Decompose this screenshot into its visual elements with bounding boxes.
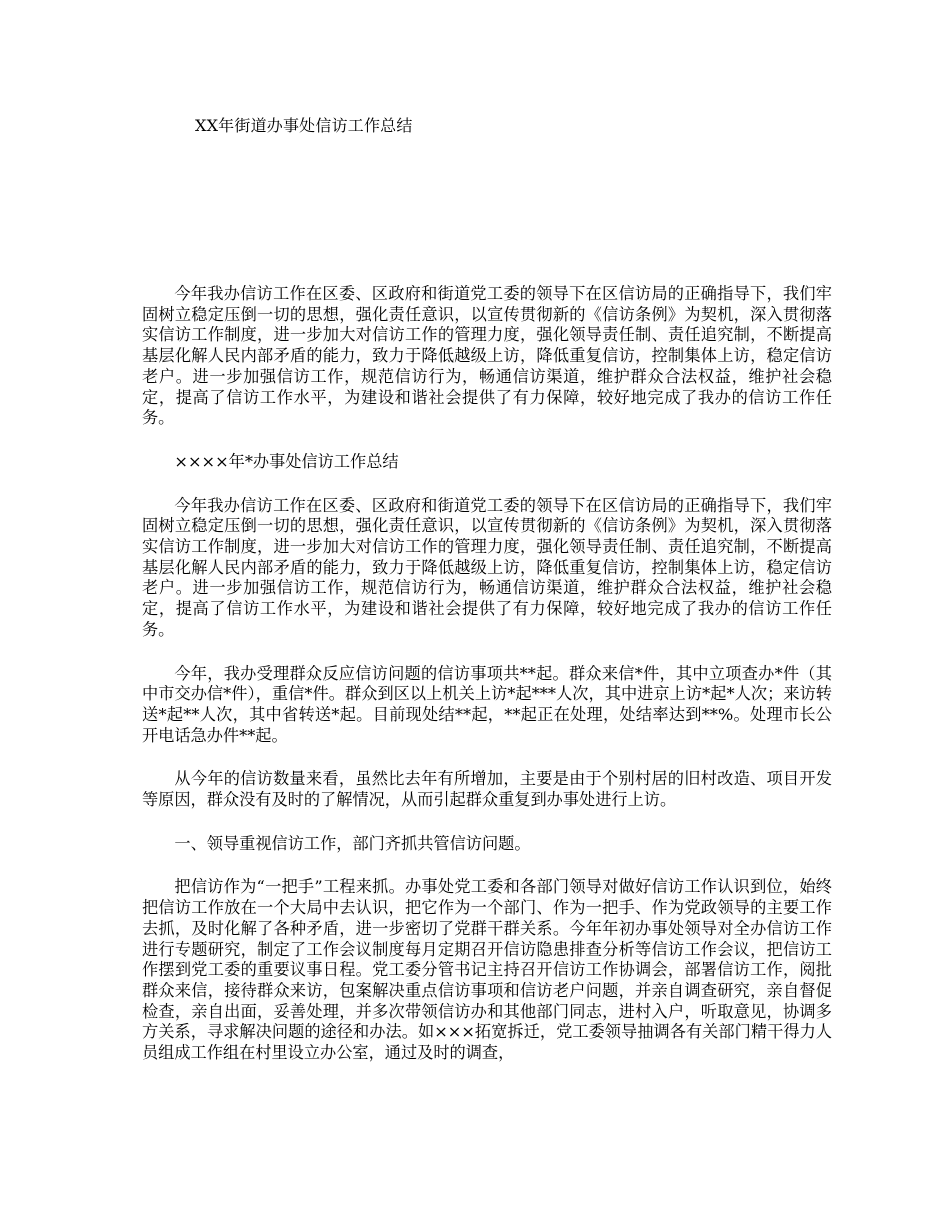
paragraph-intro-repeat: 今年我办信访工作在区委、区政府和街道党工委的领导下在区信访局的正确指导下，我们牢固树立稳定压倒一切的思想，强化责任意识，以宣传贯彻新的《信访条例》为契机，深入贯彻落实信访工作制度，进一步加大对信访工作的管理力度，强化领导责任制、责任追究制，不断提高基层化解人民内部矛盾的能力，致力于降低越级上访，降低重复信访，控制集体上访，稳定信访老户。进一步加强信访工作，规范信访行为，畅通信访渠道，维护群众合法权益，维护社会稳定，提高了信访工作水平，为建设和谐社会提供了有力保障，较好地完成了我办的信访工作任务。 bbox=[142, 495, 832, 639]
paragraph-leadership: 把信访作为“一把手”工程来抓。办事处党工委和各部门领导对做好信访工作认识到位，始终把信访工作放在一个大局中去认识，把它作为一个部门、作为一把手、作为党政领导的主要工作去抓，及时化解了各种矛盾，进一步密切了党群干群关系。今年年初办事处领导对全办信访工作进行专题研究，制定了工作会议制度每月定期召开信访隐患排查分析等信访工作会议，把信访工作摆到党工委的重要议事日程。党工委分管书记主持召开信访工作协调会，部署信访工作，阅批群众来信，接待群众来访，包案解决重点信访事项和信访老户问题，并亲自调查研究，亲自督促检查，亲自出面，妥善处理，并多次带领信访办和其他部门同志，进村入户，听取意见，协调多方关系，寻求解决问题的途径和办法。如×××拓宽拆迁，党工委领导抽调各有关部门精干得力人员组成工作组在村里设立办公室，通过及时的调查， bbox=[142, 877, 832, 1063]
section-title: ××××年*办事处信访工作总结 bbox=[174, 451, 399, 471]
paragraph-analysis: 从今年的信访数量来看，虽然比去年有所增加，主要是由于个别村居的旧村改造、项目开发等原因，群众没有及时的了解情况，从而引起群众重复到办事处进行上访。 bbox=[142, 769, 832, 810]
document-title: XX年街道办事处信访工作总结 bbox=[195, 116, 413, 135]
section-heading-1: 一、领导重视信访工作，部门齐抓共管信访问题。 bbox=[174, 833, 531, 853]
paragraph-statistics: 今年，我办受理群众反应信访问题的信访事项共**起。群众来信*件，其中立项查办*件（其中市交办信*件），重信*件。群众到区以上机关上访*起***人次，其中进京上访*起*人次；来访转送*起**人次，其中省转送*起。目前现处结**起，**起正在处理，处结率达到**%。处理市长公开电话急办件**起。 bbox=[142, 663, 832, 745]
document-body bbox=[142, 284, 832, 1087]
paragraph-intro: 今年我办信访工作在区委、区政府和街道党工委的领导下在区信访局的正确指导下，我们牢固树立稳定压倒一切的思想，强化责任意识，以宣传贯彻新的《信访条例》为契机，深入贯彻落实信访工作制度，进一步加大对信访工作的管理力度，强化领导责任制、责任追究制，不断提高基层化解人民内部矛盾的能力，致力于降低越级上访，降低重复信访，控制集体上访，稳定信访老户。进一步加强信访工作，规范信访行为，畅通信访渠道，维护群众合法权益，维护社会稳定，提高了信访工作水平，为建设和谐社会提供了有力保障，较好地完成了我办的信访工作任务。 bbox=[142, 284, 832, 428]
